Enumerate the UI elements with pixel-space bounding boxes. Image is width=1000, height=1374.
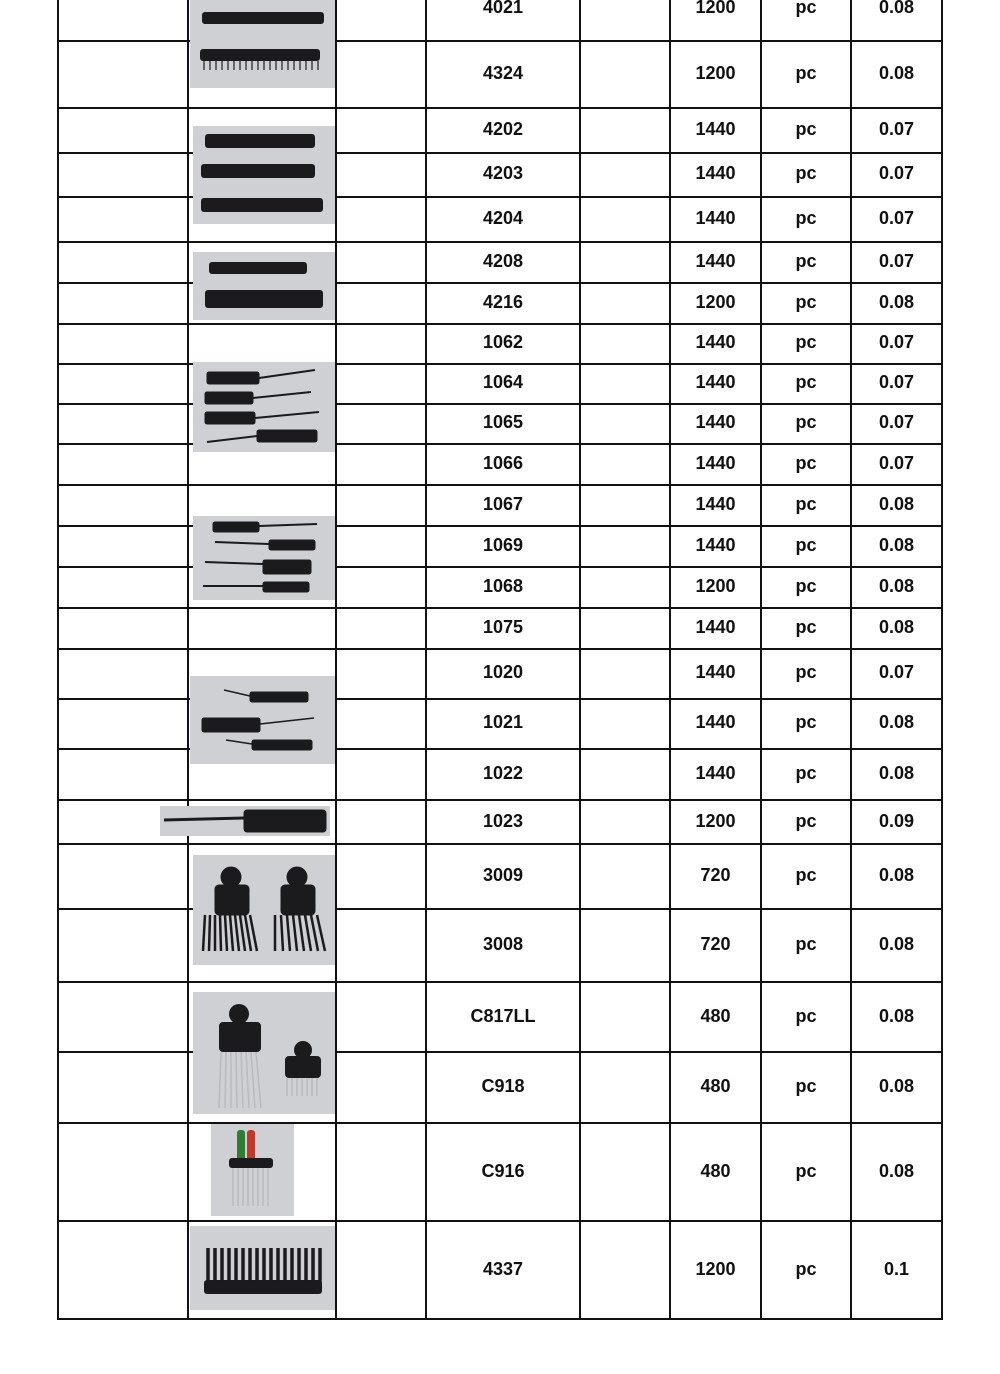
cell-unit: pc: [795, 331, 817, 352]
cell-code: 4203: [482, 162, 524, 183]
cell-qty: 720: [700, 864, 731, 885]
row-divider: [57, 323, 943, 325]
row-divider: [57, 648, 943, 650]
cell-qty: 1440: [695, 411, 736, 432]
cell-code: C916: [481, 1160, 525, 1181]
cell-qty: 1440: [695, 331, 736, 352]
cell-code: 1022: [482, 762, 524, 783]
metal-afro-picks-photo: [193, 992, 335, 1114]
cell-qty: 1440: [695, 452, 736, 473]
cell-unit: pc: [795, 291, 817, 312]
cell-price: 0.08: [878, 0, 915, 17]
cell-unit: pc: [795, 207, 817, 228]
cell-code: 4324: [482, 62, 524, 83]
cell-price: 0.08: [878, 1075, 915, 1096]
row-divider: [57, 484, 943, 486]
cell-unit: pc: [795, 762, 817, 783]
cell-code: 1062: [482, 331, 524, 352]
cell-qty: 1440: [695, 534, 736, 555]
cell-code: 1068: [482, 575, 524, 596]
cell-code: 1064: [482, 371, 524, 392]
cell-qty: 1440: [695, 493, 736, 514]
cell-code: 1021: [482, 711, 524, 732]
cell-price: 0.08: [878, 616, 915, 637]
cell-price: 0.07: [878, 331, 915, 352]
two-afro-pick-combs-photo: [193, 855, 335, 965]
cell-unit: pc: [795, 452, 817, 473]
cell-code: 4216: [482, 291, 524, 312]
cell-price: 0.09: [878, 810, 915, 831]
cell-unit: pc: [795, 162, 817, 183]
cell-qty: 720: [700, 933, 731, 954]
cell-unit: pc: [795, 250, 817, 271]
row-divider: [57, 1318, 943, 1320]
row-divider: [57, 1220, 943, 1222]
cell-code: C817LL: [470, 1005, 536, 1026]
wide-tail-comb-photo: [160, 806, 330, 836]
cell-price: 0.08: [878, 493, 915, 514]
cell-price: 0.08: [878, 933, 915, 954]
four-tail-combs-photo: [193, 362, 335, 452]
cell-unit: pc: [795, 0, 817, 17]
cell-unit: pc: [795, 118, 817, 139]
cell-code: 4208: [482, 250, 524, 271]
cell-price: 0.08: [878, 1160, 915, 1181]
cell-price: 0.07: [878, 207, 915, 228]
wide-tooth-comb-photo: [190, 1226, 335, 1310]
cell-price: 0.08: [878, 1005, 915, 1026]
cell-price: 0.08: [878, 534, 915, 555]
cell-code: 4204: [482, 207, 524, 228]
cell-unit: pc: [795, 1005, 817, 1026]
row-divider: [57, 1122, 943, 1124]
row-divider: [57, 403, 943, 405]
cell-qty: 1200: [695, 575, 736, 596]
cell-unit: pc: [795, 575, 817, 596]
cell-unit: pc: [795, 810, 817, 831]
cell-qty: 1440: [695, 661, 736, 682]
cell-unit: pc: [795, 371, 817, 392]
cell-price: 0.08: [878, 62, 915, 83]
color-afro-pick-photo: [211, 1124, 294, 1216]
cell-price: 0.07: [878, 452, 915, 473]
cell-price: 0.08: [878, 575, 915, 596]
cell-qty: 1200: [695, 62, 736, 83]
cell-price: 0.07: [878, 162, 915, 183]
three-pin-tail-combs-photo: [190, 676, 335, 764]
row-divider: [57, 607, 943, 609]
cell-unit: pc: [795, 1075, 817, 1096]
cell-price: 0.07: [878, 118, 915, 139]
cell-code: 4021: [482, 0, 524, 17]
row-divider: [57, 525, 943, 527]
cell-unit: pc: [795, 493, 817, 514]
cell-qty: 1440: [695, 616, 736, 637]
cell-price: 0.07: [878, 411, 915, 432]
row-divider: [57, 1051, 943, 1053]
cell-qty: 1440: [695, 118, 736, 139]
cell-qty: 1440: [695, 711, 736, 732]
cell-unit: pc: [795, 933, 817, 954]
cell-qty: 480: [700, 1160, 731, 1181]
cell-code: 3009: [482, 864, 524, 885]
cell-unit: pc: [795, 1160, 817, 1181]
cell-unit: pc: [795, 864, 817, 885]
cell-qty: 1440: [695, 250, 736, 271]
cell-code: 1067: [482, 493, 524, 514]
cell-qty: 1440: [695, 207, 736, 228]
row-divider: [57, 363, 943, 365]
cell-unit: pc: [795, 661, 817, 682]
cell-code: 1066: [482, 452, 524, 473]
row-divider: [57, 981, 943, 983]
cell-qty: 1200: [695, 810, 736, 831]
cell-unit: pc: [795, 534, 817, 555]
row-divider: [57, 282, 943, 284]
two-combs-photo: [193, 252, 335, 320]
cell-price: 0.08: [878, 762, 915, 783]
cell-code: 1075: [482, 616, 524, 637]
cell-code: C918: [481, 1075, 525, 1096]
row-divider: [57, 908, 943, 910]
row-divider: [57, 152, 943, 154]
row-divider: [57, 107, 943, 109]
cell-qty: 1200: [695, 0, 736, 17]
cell-qty: 1200: [695, 1258, 736, 1279]
cell-price: 0.07: [878, 371, 915, 392]
cell-code: 3008: [482, 933, 524, 954]
cell-price: 0.08: [878, 864, 915, 885]
cell-code: 1065: [482, 411, 524, 432]
cell-code: 1020: [482, 661, 524, 682]
cell-price: 0.07: [878, 250, 915, 271]
cell-unit: pc: [795, 1258, 817, 1279]
cell-qty: 1440: [695, 762, 736, 783]
cell-unit: pc: [795, 711, 817, 732]
row-divider: [57, 566, 943, 568]
cell-price: 0.1: [883, 1258, 910, 1279]
row-divider: [57, 443, 943, 445]
three-cutting-combs-photo: [193, 126, 335, 224]
four-rat-tail-combs-photo: [193, 516, 335, 600]
row-divider: [57, 196, 943, 198]
row-divider: [57, 241, 943, 243]
cell-price: 0.08: [878, 291, 915, 312]
cell-price: 0.07: [878, 661, 915, 682]
cell-qty: 480: [700, 1075, 731, 1096]
cell-qty: 1440: [695, 371, 736, 392]
cell-qty: 480: [700, 1005, 731, 1026]
cell-price: 0.08: [878, 711, 915, 732]
cell-unit: pc: [795, 616, 817, 637]
row-divider: [57, 843, 943, 845]
cell-code: 1069: [482, 534, 524, 555]
cell-unit: pc: [795, 62, 817, 83]
cell-code: 4337: [482, 1258, 524, 1279]
cell-qty: 1440: [695, 162, 736, 183]
cell-unit: pc: [795, 411, 817, 432]
row-divider: [57, 799, 943, 801]
two-cutting-combs-photo: [190, 0, 335, 88]
cell-code: 1023: [482, 810, 524, 831]
cell-qty: 1200: [695, 291, 736, 312]
cell-code: 4202: [482, 118, 524, 139]
